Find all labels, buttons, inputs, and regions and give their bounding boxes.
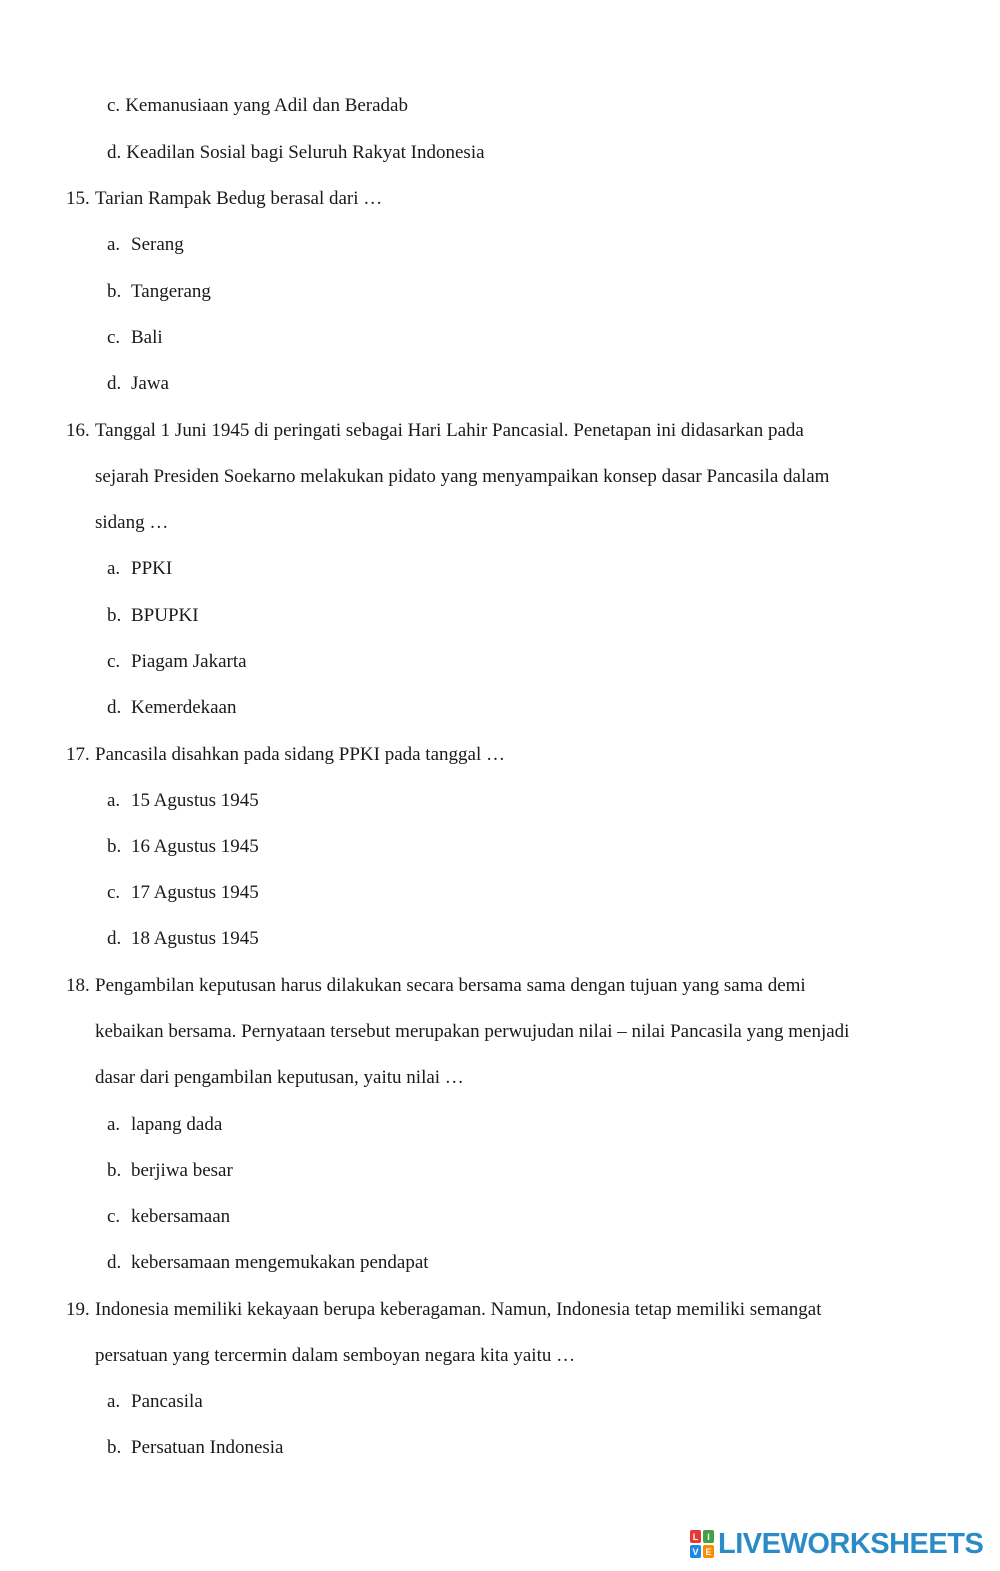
option-text: BPUPKI <box>131 605 199 626</box>
option-text: PPKI <box>131 558 173 579</box>
question-text-continued: sidang … <box>95 512 169 533</box>
option-letter: a. <box>107 790 121 811</box>
option-text: 15 Agustus 1945 <box>131 790 259 811</box>
option-d <box>107 927 259 951</box>
logo-mark-tile: L <box>690 1530 701 1543</box>
option-text: kebersamaan <box>131 1206 231 1227</box>
option-text: berjiwa besar <box>131 1160 233 1181</box>
option-c <box>107 94 408 118</box>
option-c <box>107 650 247 674</box>
option-b <box>107 1436 283 1460</box>
option-text: Persatuan Indonesia <box>131 1437 284 1458</box>
option-letter: c. <box>107 95 121 116</box>
option-letter: d. <box>107 142 122 163</box>
question-17 <box>66 743 505 767</box>
option-letter: c. <box>107 882 121 903</box>
option-b <box>107 604 199 628</box>
logo-text: LIVEWORKSHEETS <box>718 1527 984 1560</box>
question-16 <box>66 419 804 443</box>
option-letter: d. <box>107 373 122 394</box>
option-text: Kemerdekaan <box>131 697 237 718</box>
option-c <box>107 1205 230 1229</box>
option-b <box>107 835 259 859</box>
option-d <box>107 1251 429 1275</box>
question-19 <box>66 1298 822 1322</box>
option-d <box>107 141 485 165</box>
option-c <box>107 881 259 905</box>
logo-mark-icon <box>690 1530 714 1558</box>
question-number: 17. <box>66 744 90 765</box>
option-a <box>107 233 184 257</box>
option-letter: d. <box>107 928 122 949</box>
option-letter: a. <box>107 1391 121 1412</box>
option-text: Keadilan Sosial bagi Seluruh Rakyat Indonesia <box>126 142 485 163</box>
option-letter: b. <box>107 605 122 626</box>
question-text: Indonesia memiliki kekayaan berupa keberagaman. Namun, Indonesia tetap memiliki semangat <box>95 1299 822 1320</box>
question-text-continued: sejarah Presiden Soekarno melakukan pidato yang menyampaikan konsep dasar Pancasila dalam <box>95 466 830 487</box>
question-text: Pancasila disahkan pada sidang PPKI pada tanggal … <box>95 744 505 765</box>
option-text: 17 Agustus 1945 <box>131 882 259 903</box>
question-15 <box>66 187 382 211</box>
option-text: 18 Agustus 1945 <box>131 928 259 949</box>
option-letter: b. <box>107 1160 122 1181</box>
option-text: Piagam Jakarta <box>131 651 247 672</box>
logo-mark-tile: I <box>703 1530 714 1543</box>
option-text: Kemanusiaan yang Adil dan Beradab <box>125 95 408 116</box>
question-text: Tanggal 1 Juni 1945 di peringati sebagai Hari Lahir Pancasial. Penetapan ini didasarkan pada <box>95 420 804 441</box>
question-text-continued: dasar dari pengambilan keputusan, yaitu nilai … <box>95 1067 464 1088</box>
logo-mark-tile: V <box>690 1545 701 1558</box>
option-letter: b. <box>107 836 122 857</box>
option-text: Pancasila <box>131 1391 203 1412</box>
option-letter: d. <box>107 697 122 718</box>
question-text: Pengambilan keputusan harus dilakukan secara bersama sama dengan tujuan yang sama demi <box>95 975 806 996</box>
option-a <box>107 557 172 581</box>
question-text: Tarian Rampak Bedug berasal dari … <box>95 188 383 209</box>
option-a <box>107 1390 203 1414</box>
option-text: Serang <box>131 234 184 255</box>
option-d <box>107 696 237 720</box>
option-c <box>107 326 163 350</box>
question-number: 18. <box>66 975 90 996</box>
option-text: lapang dada <box>131 1114 223 1135</box>
option-a <box>107 789 259 813</box>
question-18 <box>66 974 806 998</box>
option-text: kebersamaan mengemukakan pendapat <box>131 1252 429 1273</box>
option-text: Bali <box>131 327 163 348</box>
question-text-continued: kebaikan bersama. Pernyataan tersebut merupakan perwujudan nilai – nilai Pancasila yang menjadi <box>95 1021 850 1042</box>
option-b <box>107 280 211 304</box>
question-number: 15. <box>66 188 90 209</box>
option-letter: b. <box>107 1437 122 1458</box>
option-letter: c. <box>107 1206 121 1227</box>
option-letter: a. <box>107 234 121 255</box>
option-letter: a. <box>107 558 121 579</box>
option-d <box>107 372 169 396</box>
logo-mark-tile: E <box>703 1545 714 1558</box>
option-letter: a. <box>107 1114 121 1135</box>
question-number: 19. <box>66 1299 90 1320</box>
option-text: 16 Agustus 1945 <box>131 836 259 857</box>
option-text: Tangerang <box>131 281 211 302</box>
option-letter: d. <box>107 1252 122 1273</box>
option-a <box>107 1113 222 1137</box>
liveworksheets-logo <box>690 1528 983 1560</box>
option-letter: c. <box>107 327 121 348</box>
option-letter: b. <box>107 281 122 302</box>
question-text-continued: persatuan yang tercermin dalam semboyan negara kita yaitu … <box>95 1345 576 1366</box>
question-number: 16. <box>66 420 90 441</box>
option-text: Jawa <box>131 373 169 394</box>
option-letter: c. <box>107 651 121 672</box>
option-b <box>107 1159 233 1183</box>
